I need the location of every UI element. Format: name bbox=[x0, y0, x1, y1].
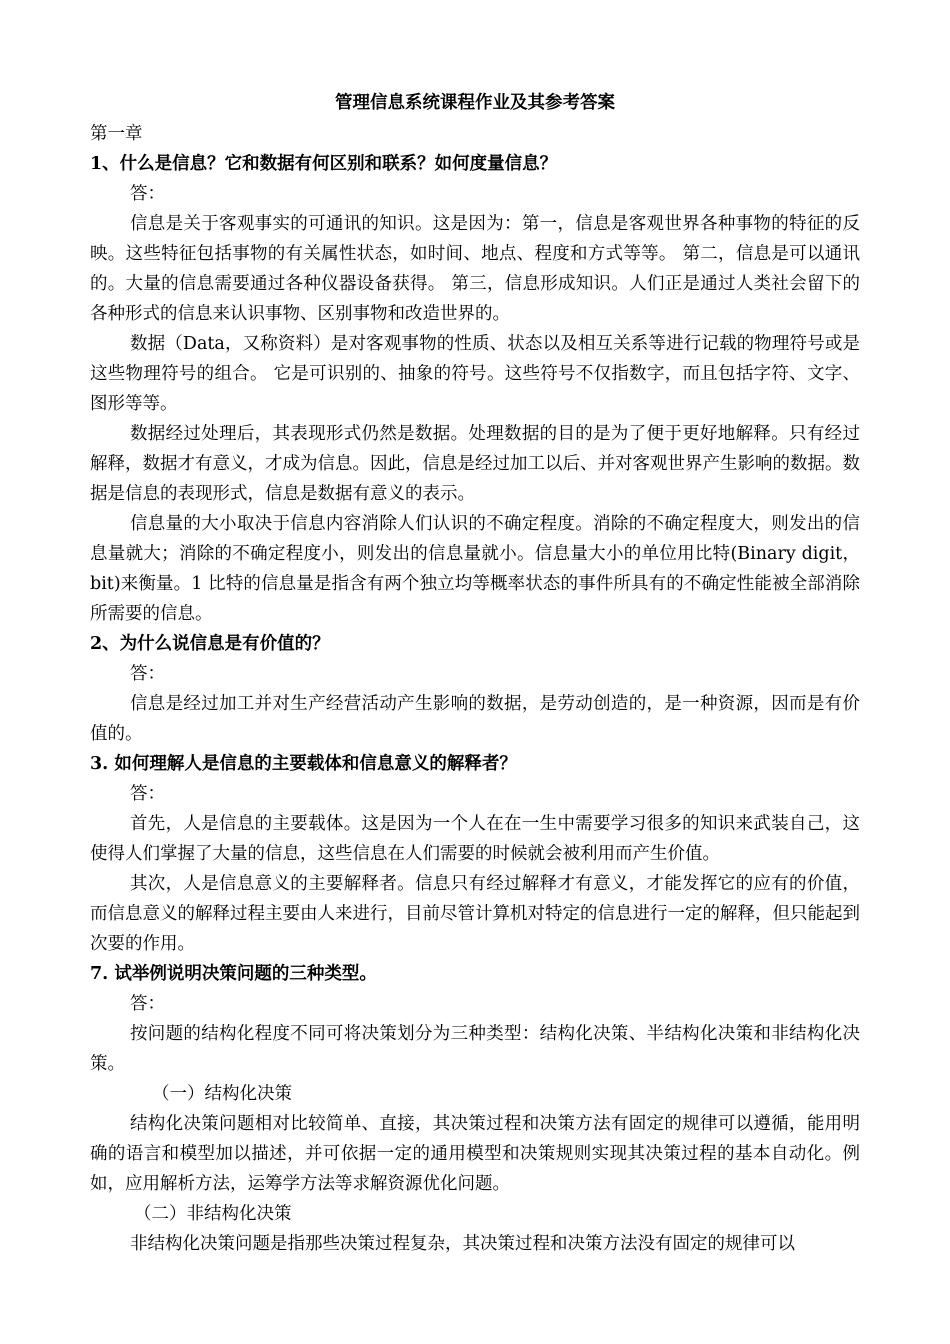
question-1: 1、什么是信息？它和数据有何区别和联系？如何度量信息？ bbox=[90, 154, 558, 174]
question-2: 2、为什么说信息是有价值的？ bbox=[90, 634, 330, 654]
q7-subheading-unstructured: （二）非结构化决策 bbox=[134, 1204, 292, 1224]
q7-unstructured-text: 非结构化决策问题是指那些决策过程复杂，其决策过程和决策方法没有固定的规律可以 bbox=[130, 1234, 795, 1254]
document-page bbox=[90, 88, 860, 1259]
q1-paragraph-2: 数据（Data，又称资料）是对客观事物的性质、状态以及相互关系等进行记载的物理符号或是这些物理符号的组合。 它是可识别的、抽象的符号。这些符号不仅指数字，而且包括字符、文字、图形等等。 bbox=[90, 334, 860, 414]
document-title: 管理信息系统课程作业及其参考答案 bbox=[335, 93, 615, 113]
q7-subheading-structured: （一）结构化决策 bbox=[152, 1084, 292, 1104]
q7-paragraph-1: 按问题的结构化程度不同可将决策划分为三种类型：结构化决策、半结构化决策和非结构化决策。 bbox=[90, 1024, 860, 1074]
q1-paragraph-4: 信息量的大小取决于信息内容消除人们认识的不确定程度。消除的不确定程度大，则发出的信息量就大；消除的不确定程度小，则发出的信息量就小。信息量大小的单位用比特(Binary digit，bit)来衡量。1 比特的信息量是指含有两个独立均等概率状态的事件所具有的不确定性能被全部消除所需要的信息。 bbox=[90, 514, 860, 624]
answer-label-2: 答： bbox=[130, 664, 165, 684]
q3-paragraph-1: 首先，人是信息的主要载体。这是因为一个人在在一生中需要学习很多的知识来武装自己，这使得人们掌握了大量的信息，这些信息在人们需要的时候就会被利用而产生价值。 bbox=[90, 814, 860, 864]
q1-paragraph-1: 信息是关于客观事实的可通讯的知识。这是因为：第一，信息是客观世界各种事物的特征的反映。这些特征包括事物的有关属性状态，如时间、地点、程度和方式等等。 第二，信息是可以通讯的。大量的信息需要通过各种仪器设备获得。 第三，信息形成知识。人们正是通过人类社会留下的各种形式的信息来认识事物、区别事物和改造世界的。 bbox=[90, 214, 860, 324]
q1-paragraph-3: 数据经过处理后，其表现形式仍然是数据。处理数据的目的是为了便于更好地解释。只有经过解释，数据才有意义，才成为信息。因此，信息是经过加工以后、并对客观世界产生影响的数据。数据是信息的表现形式，信息是数据有意义的表示。 bbox=[90, 424, 860, 504]
q2-paragraph-1: 信息是经过加工并对生产经营活动产生影响的数据，是劳动创造的，是一种资源，因而是有价值的。 bbox=[90, 694, 860, 744]
chapter-heading: 第一章 bbox=[90, 124, 143, 144]
answer-label-3: 答： bbox=[130, 784, 165, 804]
question-7: 7. 试举例说明决策问题的三种类型。 bbox=[90, 964, 377, 984]
q3-paragraph-2: 其次，人是信息意义的主要解释者。信息只有经过解释才有意义，才能发挥它的应有的价值，而信息意义的解释过程主要由人来进行，目前尽管计算机对特定的信息进行一定的解释，但只能起到次要的作用。 bbox=[90, 874, 860, 954]
q7-structured-text: 结构化决策问题相对比较简单、直接，其决策过程和决策方法有固定的规律可以遵循，能用明确的语言和模型加以描述，并可依据一定的通用模型和决策规则实现其决策过程的基本自动化。例如，应用解析方法，运筹学方法等求解资源优化问题。 bbox=[90, 1114, 860, 1194]
answer-label-1: 答： bbox=[130, 184, 165, 204]
answer-label-7: 答： bbox=[130, 994, 165, 1014]
question-3: 3. 如何理解人是信息的主要载体和信息意义的解释者？ bbox=[90, 754, 517, 774]
